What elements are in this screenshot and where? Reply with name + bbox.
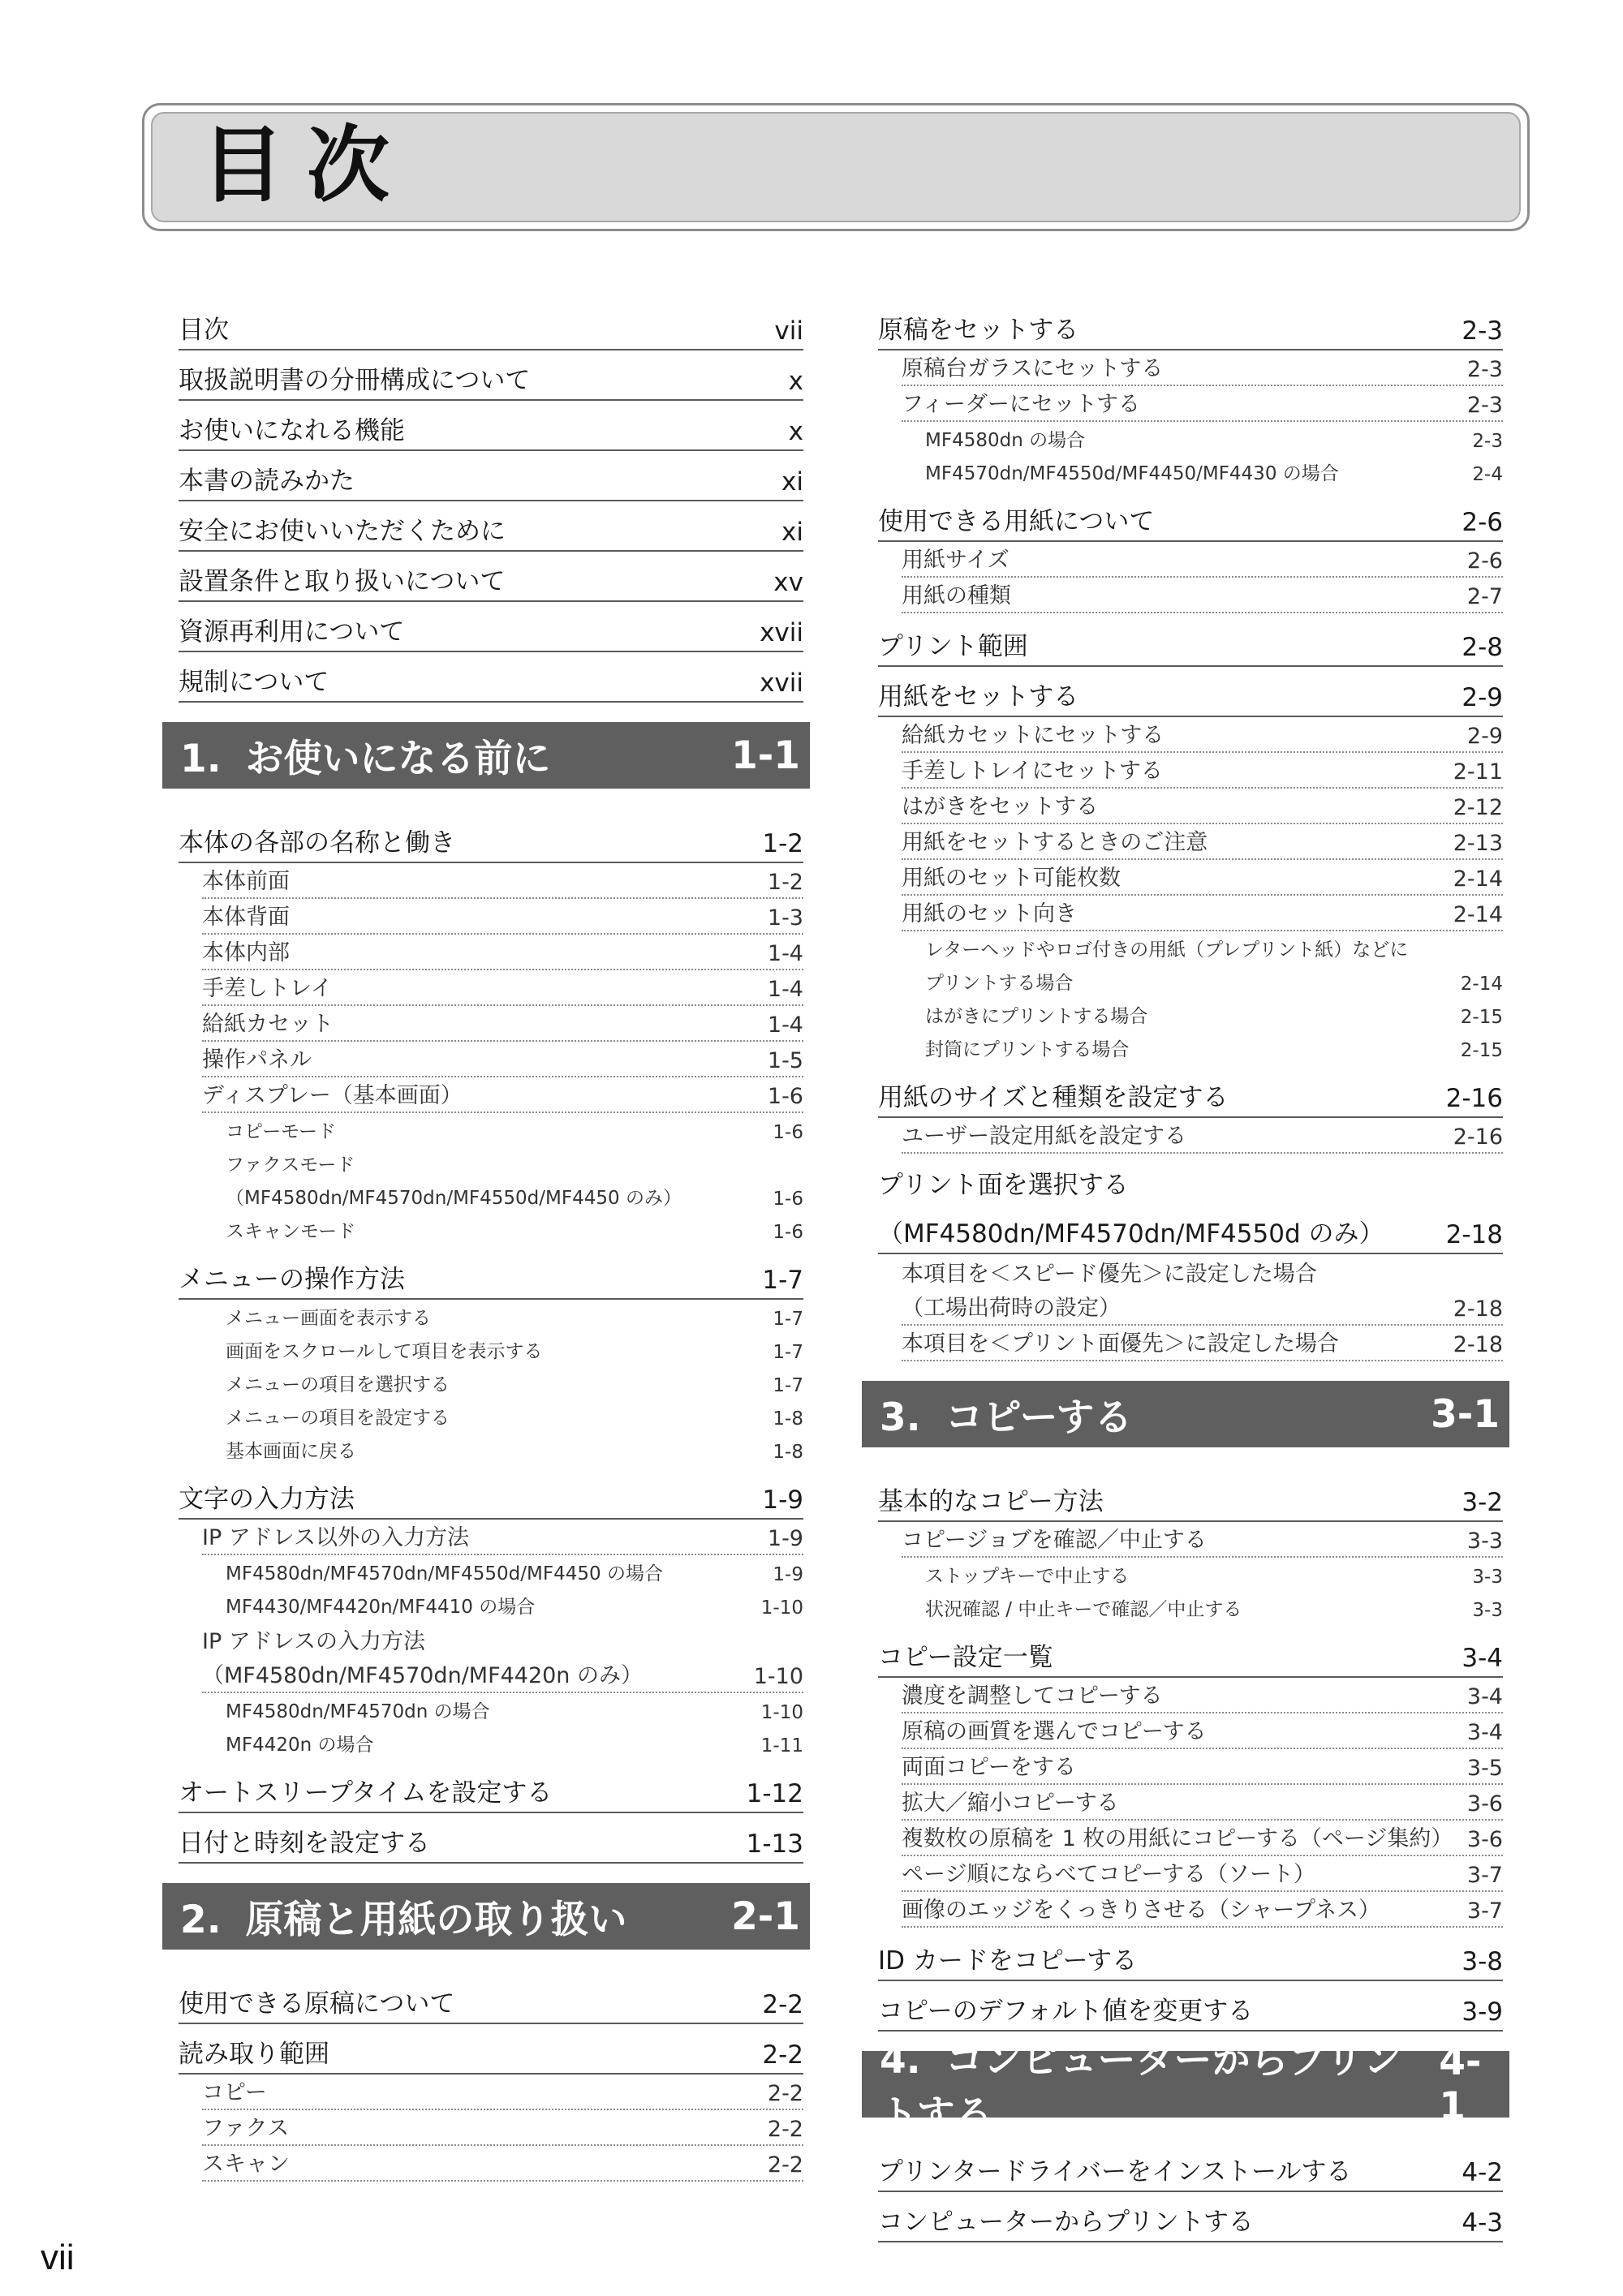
toc-subsection[interactable] [202, 1006, 803, 1042]
toc-entry-page: 2-16 [1453, 1124, 1503, 1150]
toc-entry-page: x [788, 417, 803, 446]
toc-subsection[interactable] [902, 753, 1503, 789]
toc-subsection[interactable] [202, 1622, 803, 1658]
toc-entry-page: 2-4 [1472, 464, 1503, 485]
toc-entry-title: 原稿をセットする [878, 316, 1079, 345]
toc-entry-page: 2-18 [1445, 1220, 1503, 1249]
toc-entry-title: IP アドレス以外の入力方法 [202, 1525, 470, 1550]
toc-entry-page: 2-18 [1453, 1332, 1503, 1357]
toc-entry-page: 1-10 [753, 1664, 803, 1689]
toc-entry-page: 3-6 [1466, 1827, 1503, 1852]
toc-entry-page: 4-2 [1462, 2158, 1503, 2187]
toc-item[interactable] [925, 998, 1503, 1031]
toc-subsection[interactable] [902, 1254, 1503, 1290]
toc-entry-page: 1-4 [767, 1013, 803, 1038]
toc-entry-title: はがきをセットする [902, 794, 1099, 819]
toc-entry-page: 3-6 [1466, 1791, 1503, 1817]
toc-item[interactable] [925, 965, 1503, 998]
toc-entry-page: 1-9 [773, 1564, 803, 1585]
toc-entry-title: 用紙サイズ [902, 548, 1010, 573]
toc-entry-title: はがきにプリントする場合 [925, 1006, 1148, 1027]
toc-entry-title: 手差しトレイ [202, 976, 333, 1001]
toc-entry-page: 1-4 [767, 941, 803, 966]
toc-entry-title: 読み取り範囲 [179, 2040, 329, 2069]
chapter-page: 1-1 [731, 733, 800, 778]
toc-subsection[interactable] [202, 2110, 803, 2146]
chapter-heading[interactable] [162, 1883, 810, 1950]
toc-entry-page: 3-9 [1462, 1997, 1503, 2027]
chapter-heading[interactable] [862, 2038, 1509, 2137]
toc-subsection[interactable] [902, 789, 1503, 824]
chapter-page: 3-1 [1431, 1391, 1500, 1437]
toc-entry-page: 2-2 [767, 2117, 803, 2142]
toc-entry-title: 取扱説明書の分冊構成について [179, 366, 531, 395]
toc-item[interactable] [226, 1180, 803, 1213]
toc-entry-title: 給紙カセット [202, 1012, 334, 1037]
toc-subsection[interactable] [202, 899, 803, 935]
toc-entry-title: 画面をスクロールして項目を表示する [226, 1341, 543, 1362]
toc-subsection[interactable] [902, 717, 1503, 753]
toc-entry-title: MF4580dn/MF4570dn の場合 [226, 1701, 490, 1722]
page-number: vii [41, 2238, 75, 2277]
toc-entry-page: 1-10 [760, 1597, 803, 1619]
toc-entry-page: 3-5 [1466, 1756, 1503, 1781]
toc-entry-title: 本項目を＜プリント面優先＞に設定した場合 [902, 1331, 1339, 1357]
toc-section[interactable] [878, 1627, 1503, 1678]
toc-entry-page: 3-4 [1462, 1644, 1503, 1673]
toc-entry-page: 3-4 [1466, 1684, 1503, 1709]
toc-entry-page: xi [781, 518, 803, 547]
chapter-heading[interactable] [862, 1381, 1509, 1447]
toc-entry-title: 両面コピーをする [902, 1755, 1076, 1780]
toc-entry-title: 本体背面 [202, 905, 290, 930]
toc-entry-page: 2-18 [1453, 1296, 1503, 1322]
toc-entry-page: 1-4 [767, 977, 803, 1002]
toc-entry-title: （MF4580dn/MF4570dn/MF4550d のみ） [878, 1219, 1384, 1249]
toc-subsection[interactable] [902, 350, 1503, 386]
toc-section[interactable] [878, 1931, 1503, 1981]
toc-item[interactable] [925, 1031, 1503, 1064]
toc-section[interactable] [878, 492, 1503, 542]
toc-entry-title: MF4570dn/MF4550d/MF4450/MF4430 の場合 [925, 463, 1339, 484]
toc-entry-page: 1-10 [760, 1702, 803, 1723]
toc-entry-page: 2-3 [1466, 357, 1503, 382]
chapter-title: コンピューターからプリントする [880, 2038, 1401, 2137]
toc-entry-title: 安全にお使いいただくために [179, 517, 506, 546]
toc-section[interactable] [179, 501, 803, 552]
toc-entry-title: IP アドレスの入力方法 [202, 1629, 426, 1654]
toc-subsection[interactable] [902, 1678, 1503, 1713]
toc-entry-page: 2-12 [1453, 795, 1503, 820]
toc-entry-page: 3-8 [1462, 1947, 1503, 1976]
toc-entry-page: 1-6 [767, 1084, 803, 1109]
toc-entry-title: 画像のエッジをくっきりさせる（シャープネス） [902, 1898, 1380, 1923]
chapter-title: コピーする [945, 1395, 1133, 1440]
toc-entry-title: コピー [202, 2080, 267, 2105]
toc-item[interactable] [226, 1300, 803, 1333]
toc-entry-page: 2-9 [1462, 683, 1503, 712]
toc-entry-title: メニューの操作方法 [179, 1265, 405, 1294]
toc-entry-title: （MF4580dn/MF4570dn/MF4550d/MF4450 のみ） [226, 1188, 682, 1209]
toc-entry-title: ストップキーで中止する [925, 1566, 1130, 1587]
toc-entry-title: 操作パネル [202, 1047, 312, 1073]
toc-item[interactable] [925, 455, 1503, 488]
toc-item[interactable] [226, 1113, 803, 1146]
toc-section[interactable] [179, 1763, 803, 1813]
title-inner [151, 112, 1521, 222]
toc-section[interactable] [878, 1204, 1503, 1254]
toc-item[interactable] [226, 1366, 803, 1400]
toc-entry-title: 濃度を調整してコピーする [902, 1683, 1163, 1709]
toc-entry-title: （MF4580dn/MF4570dn/MF4420n のみ） [202, 1663, 644, 1688]
toc-subsection[interactable] [902, 1821, 1503, 1856]
toc-entry-title: 拡大／縮小コピーする [902, 1791, 1119, 1816]
toc-entry-page: vii [774, 316, 803, 346]
toc-entry-title: ファクス [202, 2116, 290, 2141]
toc-entry-title: コピー設定一覧 [878, 1643, 1053, 1672]
toc-entry-page: 2-9 [1466, 724, 1503, 749]
toc-entry-title: ID カードをコピーする [878, 1946, 1138, 1976]
toc-entry-title: 文字の入力方法 [179, 1485, 355, 1514]
toc-entry-page: 2-15 [1460, 1007, 1503, 1028]
toc-subsection[interactable] [902, 1892, 1503, 1928]
toc-entry-title: プリンタードライバーをインストールする [878, 2157, 1352, 2186]
toc-entry-title: MF4420n の場合 [226, 1735, 374, 1756]
toc-subsection[interactable] [902, 1522, 1503, 1558]
toc-section[interactable] [179, 552, 803, 602]
chapter-number: 2. [180, 1897, 222, 1942]
toc-section[interactable] [878, 1068, 1503, 1118]
toc-entry-page: 3-4 [1466, 1720, 1503, 1745]
toc-item[interactable] [226, 1333, 803, 1366]
toc-subsection[interactable] [202, 970, 803, 1006]
chapter-page: 2-1 [731, 1894, 800, 1939]
toc-subsection[interactable] [902, 542, 1503, 578]
toc-entry-title: 状況確認 / 中止キーで確認／中止する [925, 1599, 1242, 1620]
toc-entry-page: 2-8 [1462, 633, 1503, 662]
toc-entry-page: 3-2 [1462, 1488, 1503, 1517]
toc-entry-title: 本体の各部の名称と働き [179, 828, 455, 858]
chapter-page: 4-1 [1439, 2040, 1482, 2129]
toc-subsection[interactable] [902, 1118, 1503, 1154]
toc-section[interactable] [179, 350, 803, 401]
toc-section[interactable] [878, 617, 1503, 667]
toc-entry-page: 1-12 [746, 1779, 803, 1808]
toc-entry-title: 手差しトレイにセットする [902, 759, 1163, 784]
toc-section[interactable] [179, 652, 803, 703]
toc-entry-title: 本体内部 [202, 940, 290, 965]
toc-item[interactable] [226, 1400, 803, 1433]
toc-entry-page: 2-15 [1460, 1040, 1503, 1061]
toc-entry-title: メニューの項目を設定する [226, 1408, 450, 1429]
toc-entry-title: ディスプレー（基本画面） [202, 1083, 463, 1108]
toc-entry-page: 1-5 [767, 1048, 803, 1073]
toc-entry-page: 3-3 [1472, 1567, 1503, 1588]
toc-entry-title: 用紙をセットする [878, 682, 1079, 712]
toc-section[interactable] [878, 2142, 1503, 2192]
toc-entry-page: 1-3 [767, 905, 803, 931]
toc-entry-page: 2-16 [1445, 1084, 1503, 1113]
chapter-title: お使いになる前に [245, 736, 551, 781]
toc-entry-title: 用紙をセットするときのご注意 [902, 830, 1208, 855]
toc-section[interactable] [878, 1157, 1503, 1204]
toc-entry-page: 1-13 [746, 1829, 803, 1859]
toc-item[interactable] [226, 1433, 803, 1466]
toc-entry-title: 日付と時刻を設定する [179, 1829, 430, 1858]
toc-item[interactable] [226, 1213, 803, 1246]
toc-section[interactable] [179, 1813, 803, 1864]
toc-entry-title: 本書の読みかた [179, 467, 355, 496]
toc-section[interactable] [878, 1981, 1503, 2032]
toc-entry-title: 複数枚の原稿を 1 枚の用紙にコピーする（ページ集約） [902, 1826, 1453, 1851]
toc-entry-title: 規制について [179, 668, 329, 697]
toc-entry-page: 1-6 [773, 1222, 803, 1243]
toc-entry-page: x [788, 367, 803, 396]
toc-entry-page: xvii [760, 669, 803, 698]
toc-entry-page: 1-6 [773, 1122, 803, 1143]
toc-section[interactable] [878, 667, 1503, 717]
toc-entry-page: 2-14 [1460, 974, 1503, 995]
toc-entry-page: 1-11 [760, 1735, 803, 1756]
toc-entry-title: 原稿の画質を選んでコピーする [902, 1719, 1207, 1744]
toc-section[interactable] [179, 602, 803, 652]
toc-entry-title: 用紙の種類 [902, 583, 1011, 608]
toc-subsection[interactable] [202, 1658, 803, 1693]
toc-subsection[interactable] [202, 935, 803, 970]
toc-item[interactable] [226, 1589, 803, 1622]
toc-entry-title: 用紙のサイズと種類を設定する [878, 1083, 1229, 1112]
toc-entry-title: 本項目を＜スピード優先＞に設定した場合 [902, 1262, 1317, 1287]
toc-entry-title: スキャンモード [226, 1221, 356, 1242]
toc-subsection[interactable] [902, 860, 1503, 896]
toc-section[interactable] [179, 451, 803, 501]
toc-entry-title: 封筒にプリントする場合 [925, 1039, 1130, 1060]
toc-subsection[interactable] [902, 386, 1503, 422]
toc-entry-page: 2-14 [1453, 902, 1503, 927]
toc-entry-title: 設置条件と取り扱いについて [179, 567, 506, 596]
toc-entry-page: 2-7 [1466, 584, 1503, 609]
toc-entry-title: （工場出荷時の設定） [902, 1296, 1121, 1321]
toc-entry-title: MF4580dn の場合 [925, 430, 1086, 451]
toc-subsection[interactable] [902, 578, 1503, 613]
toc-entry-page: 3-7 [1466, 1863, 1503, 1888]
toc-entry-title: プリント範囲 [878, 632, 1028, 661]
toc-entry-page: 2-6 [1466, 548, 1503, 574]
toc-entry-page: 2-13 [1453, 831, 1503, 856]
toc-entry-title: 基本画面に戻る [226, 1441, 356, 1462]
toc-subsection[interactable] [902, 1856, 1503, 1892]
toc-entry-title: メニュー画面を表示する [226, 1308, 431, 1329]
toc-entry-title: 目次 [179, 316, 229, 345]
toc-entry-title: 用紙のセット向き [902, 901, 1077, 927]
toc-subsection[interactable] [902, 1785, 1503, 1821]
toc-entry-title: メニューの項目を選択する [226, 1374, 450, 1395]
toc-entry-title: 資源再利用について [179, 617, 405, 647]
toc-entry-page: 2-3 [1466, 393, 1503, 418]
toc-subsection[interactable] [202, 2146, 803, 2182]
toc-entry-title: 基本的なコピー方法 [878, 1487, 1104, 1516]
chapter-number: 4. [880, 2038, 921, 2083]
toc-section[interactable] [878, 300, 1503, 350]
toc-item[interactable] [226, 1555, 803, 1589]
toc-entry-title: ユーザー設定用紙を設定する [902, 1124, 1186, 1149]
toc-subsection[interactable] [902, 1749, 1503, 1785]
toc-entry-title: オートスリープタイムを設定する [179, 1778, 553, 1808]
toc-entry-page: 2-3 [1462, 316, 1503, 346]
toc-entry-title: 使用できる用紙について [878, 507, 1155, 536]
toc-subsection[interactable] [202, 1042, 803, 1077]
toc-entry-title: コピーのデフォルト値を変更する [878, 1997, 1254, 2026]
toc-column-left [179, 300, 803, 2182]
toc-section[interactable] [179, 1469, 803, 1520]
page-title: 目次 [201, 118, 412, 214]
toc-entry-page: 3-7 [1466, 1898, 1503, 1924]
chapter-number: 3. [880, 1395, 921, 1440]
toc-entry-title: ページ順にならべてコピーする（ソート） [902, 1862, 1316, 1887]
toc-item[interactable] [226, 1693, 803, 1726]
toc-entry-title: コピーモード [226, 1121, 337, 1142]
chapter-title: 原稿と用紙の取り扱い [245, 1897, 627, 1942]
toc-entry-page: 2-2 [762, 1990, 803, 2019]
toc-item[interactable] [925, 422, 1503, 455]
toc-subsection[interactable] [902, 896, 1503, 931]
toc-entry-page: xv [773, 568, 803, 597]
toc-entry-title: 給紙カセットにセットする [902, 723, 1165, 748]
toc-entry-title: 使用できる原稿について [179, 1989, 455, 2019]
toc-entry-page: 2-2 [762, 2040, 803, 2070]
toc-entry-title: ファクスモード [226, 1154, 355, 1176]
toc-entry-title: フィーダーにセットする [902, 392, 1141, 417]
toc-column-right [878, 300, 1503, 2242]
toc-subsection[interactable] [202, 2075, 803, 2110]
toc-entry-page: 1-9 [762, 1486, 803, 1515]
toc-entry-page: 1-7 [773, 1375, 803, 1396]
toc-entry-page: 1-2 [762, 829, 803, 858]
toc-entry-title: MF4430/MF4420n/MF4410 の場合 [226, 1597, 536, 1618]
toc-entry-page: 2-11 [1453, 759, 1503, 785]
toc-entry-page: 1-7 [773, 1342, 803, 1363]
toc-subsection[interactable] [202, 1077, 803, 1113]
toc-section[interactable] [179, 1249, 803, 1300]
toc-section[interactable] [179, 813, 803, 863]
toc-section[interactable] [878, 1472, 1503, 1522]
toc-entry-title: 本体前面 [202, 869, 290, 894]
toc-subsection[interactable] [202, 1520, 803, 1555]
toc-entry-title: プリント面を選択する [878, 1171, 1129, 1200]
toc-entry-page: 2-3 [1472, 431, 1503, 452]
toc-subsection[interactable] [902, 1290, 1503, 1326]
toc-entry-title: MF4580dn/MF4570dn/MF4550d/MF4450 の場合 [226, 1563, 663, 1584]
toc-subsection[interactable] [202, 863, 803, 899]
toc-subsection[interactable] [902, 1713, 1503, 1749]
toc-entry-title: 用紙のセット可能枚数 [902, 866, 1121, 891]
toc-entry-title: コピージョブを確認／中止する [902, 1528, 1207, 1553]
toc-entry-title: プリントする場合 [925, 973, 1074, 994]
toc-subsection[interactable] [902, 824, 1503, 860]
toc-section[interactable] [878, 2192, 1503, 2242]
toc-entry-page: 3-3 [1466, 1529, 1503, 1554]
toc-entry-page: 1-6 [773, 1189, 803, 1210]
toc-entry-title: スキャン [202, 2152, 290, 2177]
toc-entry-title: コンピューターからプリントする [878, 2208, 1254, 2237]
toc-entry-title: レターヘッドやロゴ付きの用紙（プレプリント紙）などに [925, 939, 1409, 961]
toc-entry-page: 1-7 [762, 1266, 803, 1295]
toc-entry-page: xi [781, 467, 803, 497]
toc-entry-page: 1-9 [767, 1526, 803, 1551]
toc-entry-page: 1-8 [773, 1442, 803, 1463]
toc-item[interactable] [226, 1726, 803, 1760]
toc-entry-page: 1-2 [767, 870, 803, 895]
toc-entry-page: xvii [760, 618, 803, 647]
toc-item[interactable] [925, 1558, 1503, 1591]
toc-subsection[interactable] [902, 1326, 1503, 1361]
toc-entry-page: 4-3 [1462, 2208, 1503, 2238]
toc-item[interactable] [925, 1591, 1503, 1624]
toc-entry-title: 原稿台ガラスにセットする [902, 356, 1164, 381]
chapter-number: 1. [180, 736, 222, 781]
toc-section[interactable] [179, 1974, 803, 2024]
toc-item[interactable] [925, 931, 1503, 965]
toc-entry-page: 2-6 [1462, 508, 1503, 537]
toc-entry-page: 2-2 [767, 2081, 803, 2106]
toc-section[interactable] [179, 300, 803, 350]
toc-item[interactable] [226, 1146, 803, 1180]
toc-entry-title: お使いになれる機能 [179, 416, 405, 445]
toc-entry-page: 2-14 [1453, 866, 1503, 892]
toc-section[interactable] [179, 2024, 803, 2075]
chapter-heading[interactable] [162, 722, 810, 789]
toc-entry-page: 3-3 [1472, 1600, 1503, 1621]
toc-section[interactable] [179, 401, 803, 451]
toc-entry-page: 2-2 [767, 2152, 803, 2178]
title-box [142, 103, 1530, 231]
toc-entry-page: 1-7 [773, 1309, 803, 1330]
toc-entry-page: 1-8 [773, 1408, 803, 1430]
